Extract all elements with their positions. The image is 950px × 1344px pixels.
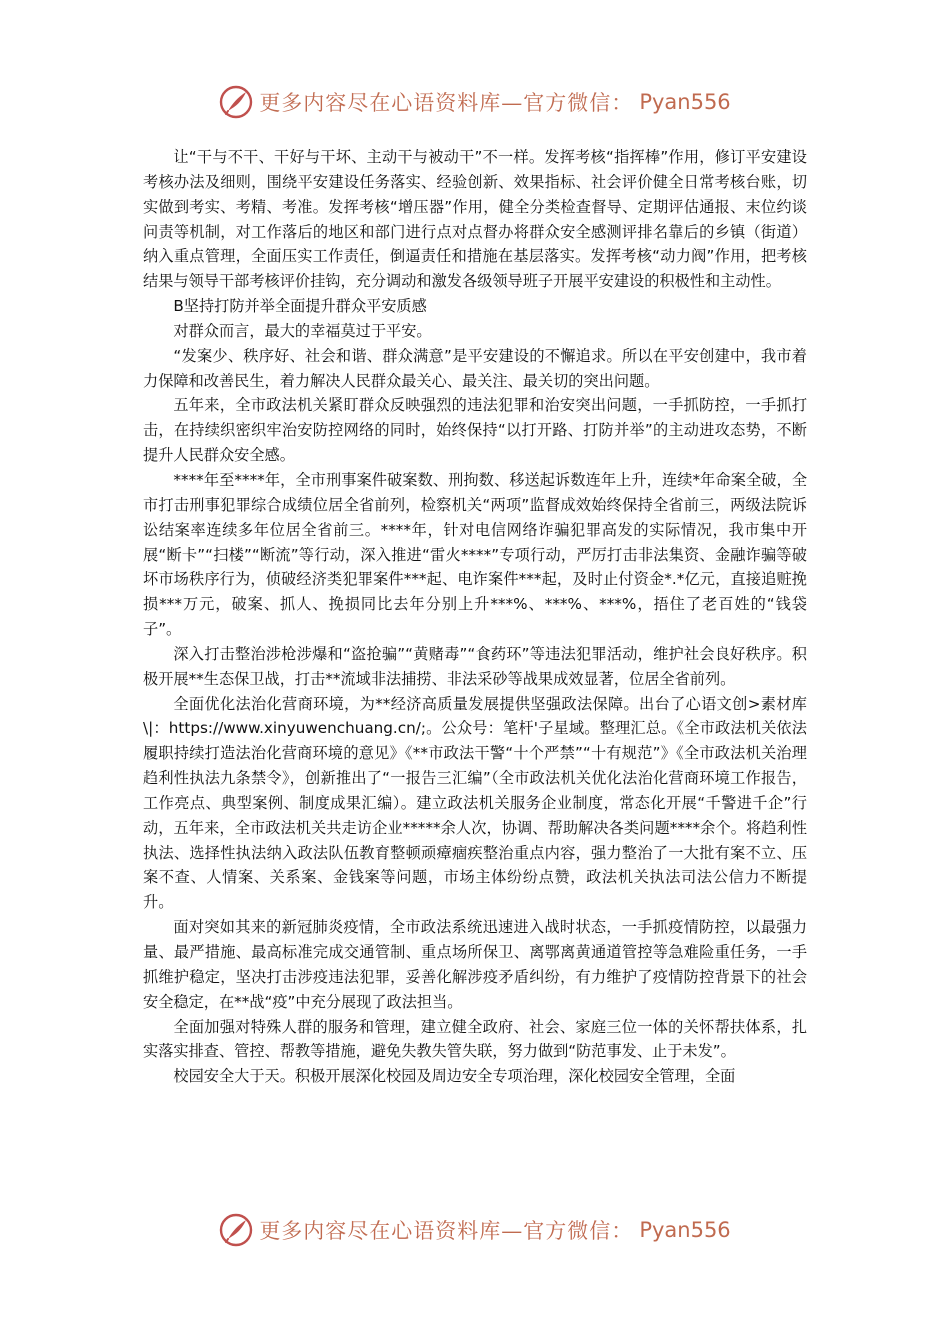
- paragraph: 全面加强对特殊人群的服务和管理，建立健全政府、社会、家庭三位一体的关怀帮扶体系，扎实落实排查、管控、帮教等措施，避免失教失管失联，努力做到“防范事发、止于未发”。: [143, 1017, 807, 1061]
- footer-banner: [0, 1210, 950, 1250]
- paragraph: 校园安全大于天。积极开展深化校园及周边安全专项治理，深化校园安全管理，全面: [173, 1067, 736, 1086]
- section-heading: B坚持打防并举全面提升群众平安质感: [173, 297, 427, 316]
- document-body: [143, 145, 807, 1089]
- paragraph: 深入打击整治涉枪涉爆和“盗抢骗”“黄赌毒”“食药环”等违法犯罪活动，维护社会良好秩序。积极开展**生态保卫战，打击**流域非法捕捞、非法采砂等战果成效显著，位居全省前列。: [143, 644, 807, 688]
- paragraph: 全面优化法治化营商环境，为**经济高质量发展提供坚强政法保障。出台了心语文创>素材库\|：https://www.xinyuwenchuang.cn/;。公众号：笔杆'子星域。整理汇总。《全市政法机关依法履职持续打造法治化营商环境的意见》《**市政法干警“十个严禁”“十有规范”》《全市政法机关治理趋利性执法九条禁令》，创新推出了“一报告三汇编”（全市政法机关优化法治化营商环境工作报告，工作亮点、典型案例、制度成果汇编）。建立政法机关服务企业制度，常态化开展“千警进千企”行动，五年来，全市政法机关共走访企业*****余人次，协调、帮助解决各类问题****余个。将趋利性执法、选择性执法纳入政法队伍教育整顿顽瘴痼疾整治重点内容，强力整治了一大批有案不立、压案不查、人情案、关系案、金钱案等问题，市场主体纷纷点赞，政法机关执法司法公信力不断提升。: [143, 694, 807, 912]
- quill-logo-icon: [219, 1213, 253, 1247]
- paragraph: 面对突如其来的新冠肺炎疫情，全市政法系统迅速进入战时状态，一手抓疫情防控，以最强力量、最严措施、最高标准完成交通管制、重点场所保卫、离鄂离黄通道管控等急难险重任务，一手抓维护稳定，坚决打击涉疫违法犯罪，妥善化解涉疫矛盾纠纷，有力维护了疫情防控背景下的社会安全稳定，在**战“疫”中充分展现了政法担当。: [143, 918, 807, 1011]
- paragraph: ****年至****年，全市刑事案件破案数、刑拘数、移送起诉数连年上升，连续*年命案全破，全市打击刑事犯罪综合成绩位居全省前列，检察机关“两项”监督成效始终保持全省前三，两级法院诉讼结案率连续多年位居全省前三。****年，针对电信网络诈骗犯罪高发的实际情况，我市集中开展“断卡”“扫楼”“断流”等行动，深入推进“雷火****”专项行动，严厉打击非法集资、金融诈骗等破坏市场秩序行为，侦破经济类犯罪案件***起、电诈案件***起，及时止付资金*.*亿元，直接追赃挽损***万元，破案、抓人、挽损同比去年分别上升***%、***%、***%，捂住了老百姓的“钱袋子”。: [143, 470, 807, 639]
- paragraph: 对群众而言，最大的幸福莫过于平安。: [173, 321, 432, 340]
- header-wechat-id: Pyan556: [639, 90, 731, 114]
- quill-logo-icon: [219, 85, 253, 119]
- header-banner: [0, 82, 950, 122]
- paragraph: 五年来，全市政法机关紧盯群众反映强烈的违法犯罪和治安突出问题，一手抓防控，一手抓打击，在持续织密织牢治安防控网络的同时，始终保持“以打开路、打防并举”的主动进攻态势，不断提升人民群众安全感。: [143, 396, 807, 465]
- footer-banner-text: 更多内容尽在心语资料库—官方微信：: [259, 1219, 634, 1243]
- header-banner-text: 更多内容尽在心语资料库—官方微信：: [259, 91, 634, 115]
- paragraph: “发案少、秩序好、社会和谐、群众满意”是平安建设的不懈追求。所以在平安创建中，我市着力保障和改善民生，着力解决人民群众最关心、最关注、最关切的突出问题。: [143, 346, 807, 390]
- footer-wechat-id: Pyan556: [639, 1218, 731, 1242]
- paragraph: 让“干与不干、干好与干坏、主动干与被动干”不一样。发挥考核“指挥棒”作用，修订平安建设考核办法及细则，围绕平安建设任务落实、经验创新、效果指标、社会评价健全日常考核台账，切实做到考实、考精、考准。发挥考核“增压器”作用，健全分类检查督导、定期评估通报、末位约谈问责等机制，对工作落后的地区和部门进行点对点督办将群众安全感测评排名靠后的乡镇（街道）纳入重点管理，全面压实工作责任，倒逼责任和措施在基层落实。发挥考核“动力阀”作用，把考核结果与领导干部考核评价挂钩，充分调动和激发各级领导班子开展平安建设的积极性和主动性。: [143, 148, 807, 291]
